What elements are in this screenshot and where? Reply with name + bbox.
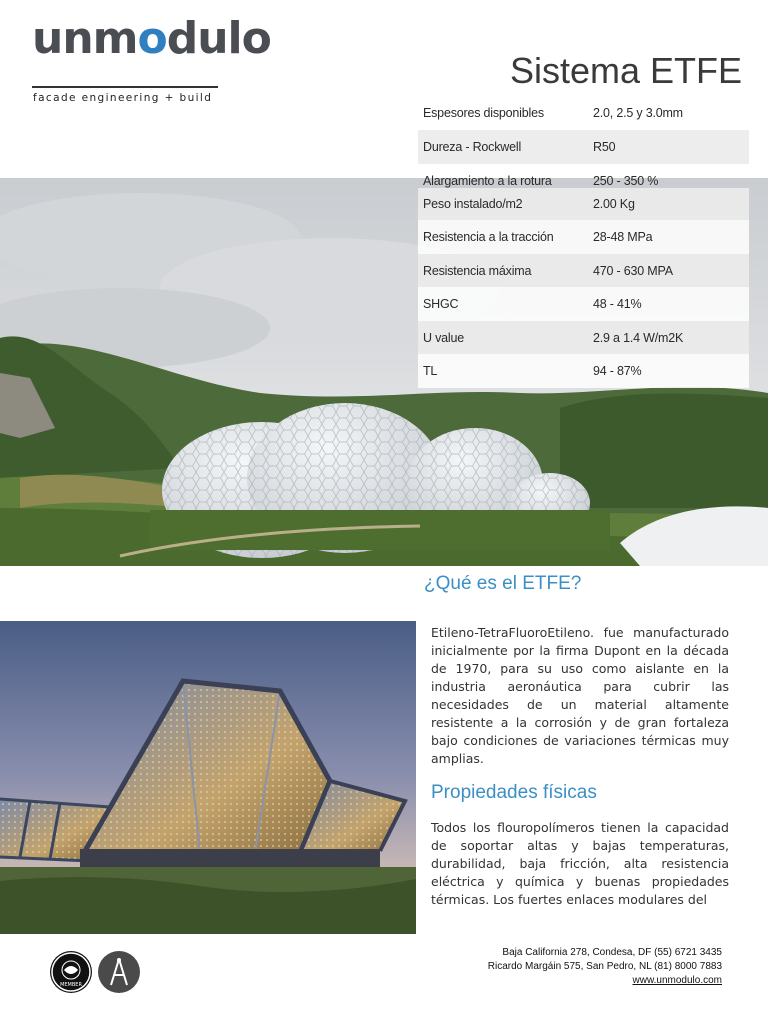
section-heading-physical-properties: Propiedades físicas (431, 782, 597, 803)
compass-badge-icon (98, 951, 140, 993)
spec-label: Dureza - Rockwell (423, 140, 522, 154)
footer-contact (488, 946, 722, 988)
spec-row (418, 95, 749, 130)
badge-member-text: MEMBER (60, 982, 82, 988)
spec-value: 2.00 Kg (593, 197, 635, 211)
page-title: Sistema ETFE (509, 50, 742, 91)
spec-row (418, 254, 749, 287)
spec-row (418, 220, 749, 254)
logo-tagline: facade engineering + build (33, 92, 213, 104)
spec-value: 28-48 MPa (593, 230, 653, 244)
usgbc-member-badge (50, 951, 92, 993)
section-heading-what-is-etfe: ¿Qué es el ETFE? (424, 573, 582, 594)
footer-address-df: Baja California 278, Condesa, DF (55) 6721 3435 (502, 947, 722, 958)
footer-address-nl: Ricardo Margáin 575, San Pedro, NL (81) 8000 7883 (487, 961, 722, 972)
building-photo (0, 621, 416, 934)
spec-label: SHGC (423, 297, 459, 311)
spec-value: R50 (593, 140, 616, 154)
spec-row (418, 164, 749, 188)
spec-value: 250 - 350 % (593, 174, 659, 188)
logo-underline (32, 86, 218, 88)
spec-label: Peso instalado/m2 (423, 197, 523, 211)
spec-value: 2.9 a 1.4 W/m2K (593, 330, 684, 345)
spec-value: 48 - 41% (593, 297, 642, 311)
spec-label: Alargamiento a la rotura (423, 174, 552, 188)
spec-row (418, 188, 749, 220)
spec-label: Resistencia a la tracción (423, 230, 554, 244)
section-body-physical-properties: Todos los flouropolímeros tienen la capacidad de soportar altas y bajas temperaturas, durabilidad, baja fricción, alta resistencia eléctrica y química y buenas propiedades térmicas. Los fuertes enlaces modulares del (431, 820, 729, 907)
spec-label: U value (423, 330, 464, 345)
spec-label: Resistencia máxima (423, 263, 532, 278)
spec-row (418, 130, 749, 164)
spec-value: 2.0, 2.5 y 3.0mm (593, 105, 683, 120)
spec-value: 470 - 630 MPA (593, 263, 673, 278)
spec-row (418, 321, 749, 354)
company-logo (32, 13, 271, 106)
spec-label: Espesores disponibles (423, 105, 544, 120)
logo-wordmark: unmodulo (32, 13, 271, 64)
website-link[interactable]: www.unmodulo.com (632, 975, 722, 986)
specs-table (418, 95, 749, 388)
spec-row (418, 354, 749, 388)
section-body-what-is-etfe: Etileno-TetraFluoroEtileno. fue manufacturado inicialmente por la firma Dupont en la década de 1970, para su uso como aislante en la industria aeronáutica para cubrir las necesidades de un material altamente resistente a la corrosión y de gran fortaleza bajo condiciones de variaciones térmicas muy amplias. (431, 625, 729, 766)
spec-row (418, 287, 749, 321)
spec-value: 94 - 87% (593, 364, 642, 378)
spec-label: TL (423, 364, 438, 378)
